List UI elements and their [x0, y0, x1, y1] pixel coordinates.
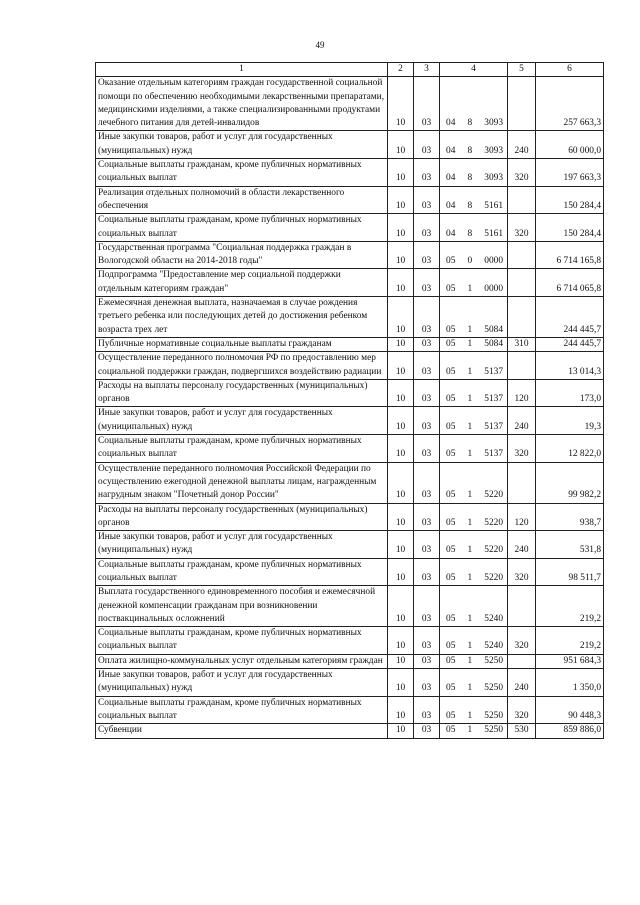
target-article-code [440, 337, 508, 351]
target-article-code [440, 269, 508, 297]
table-row [96, 627, 604, 655]
expense-type-code [508, 241, 536, 269]
section-code: 10 [388, 379, 414, 407]
subsection-code: 03 [414, 531, 440, 559]
expense-name: Социальные выплаты гражданам, кроме публичных нормативных социальных выплат [96, 696, 388, 724]
program-code: 05 [446, 490, 456, 501]
target-article-code [440, 696, 508, 724]
expense-type-code: 240 [508, 407, 536, 435]
target-article-code [440, 131, 508, 159]
subsection-code: 03 [414, 696, 440, 724]
direction-code: 3093 [484, 145, 503, 156]
subprogram-code: 1 [467, 725, 473, 736]
table-body [96, 77, 604, 738]
program-code: 05 [446, 366, 456, 377]
amount: 173,0 [536, 379, 604, 407]
amount: 938,7 [536, 503, 604, 531]
direction-code: 0000 [484, 256, 503, 267]
expense-type-code [508, 186, 536, 214]
target-article-code [440, 558, 508, 586]
table-row [96, 269, 604, 297]
subsection-code: 03 [414, 352, 440, 380]
table-row [96, 669, 604, 697]
amount: 197 663,3 [536, 159, 604, 187]
subprogram-code: 8 [467, 200, 473, 211]
direction-code: 5250 [484, 725, 503, 736]
subprogram-code: 1 [467, 394, 473, 405]
subprogram-code: 1 [467, 683, 473, 694]
expense-type-code: 310 [508, 337, 536, 351]
section-code: 10 [388, 186, 414, 214]
expense-name: Реализация отдельных полномочий в области лекарственного обеспечения [96, 186, 388, 214]
amount: 13 014,3 [536, 352, 604, 380]
program-code: 05 [446, 338, 456, 349]
subsection-code: 03 [414, 379, 440, 407]
program-code: 05 [446, 283, 456, 294]
program-code: 05 [446, 324, 456, 335]
section-code: 10 [388, 627, 414, 655]
program-code: 05 [446, 613, 456, 624]
amount: 219,2 [536, 586, 604, 627]
target-article-code [440, 214, 508, 242]
expense-name: Иные закупки товаров, работ и услуг для государственных (муниципальных) нужд [96, 407, 388, 435]
target-article-code [440, 407, 508, 435]
expense-name: Социальные выплаты гражданам, кроме публичных нормативных социальных выплат [96, 627, 388, 655]
column-header: 2 [388, 63, 414, 77]
expense-type-code [508, 297, 536, 338]
program-code: 04 [446, 118, 456, 129]
budget-table [95, 62, 604, 739]
subsection-code: 03 [414, 131, 440, 159]
amount: 1 350,0 [536, 669, 604, 697]
direction-code: 5250 [484, 710, 503, 721]
subsection-code: 03 [414, 724, 440, 738]
section-code: 10 [388, 586, 414, 627]
amount: 951 684,3 [536, 654, 604, 668]
section-code: 10 [388, 669, 414, 697]
expense-name: Ежемесячная денежная выплата, назначаемая в случае рождения третьего ребенка или последующих детей до достижения ребенком возраста трех лет [96, 297, 388, 338]
section-code: 10 [388, 214, 414, 242]
expense-name: Расходы на выплаты персоналу государственных (муниципальных) органов [96, 503, 388, 531]
direction-code: 3093 [484, 118, 503, 129]
target-article-code [440, 241, 508, 269]
target-article-code [440, 435, 508, 463]
expense-name: Государственная программа "Социальная поддержка граждан в Вологодской области на 2014-2018 годы" [96, 241, 388, 269]
direction-code: 5084 [484, 338, 503, 349]
direction-code: 5220 [484, 572, 503, 583]
direction-code: 3093 [484, 173, 503, 184]
target-article-code [440, 724, 508, 738]
subprogram-code: 1 [467, 545, 473, 556]
subsection-code: 03 [414, 627, 440, 655]
amount: 6 714 165,8 [536, 241, 604, 269]
program-code: 04 [446, 228, 456, 239]
section-code: 10 [388, 407, 414, 435]
target-article-code [440, 669, 508, 697]
section-code: 10 [388, 159, 414, 187]
expense-name: Социальные выплаты гражданам, кроме публичных нормативных социальных выплат [96, 214, 388, 242]
program-code: 05 [446, 256, 456, 267]
expense-name: Социальные выплаты гражданам, кроме публичных нормативных социальных выплат [96, 435, 388, 463]
column-header: 4 [440, 63, 508, 77]
table-row [96, 503, 604, 531]
subsection-code: 03 [414, 186, 440, 214]
expense-name: Иные закупки товаров, работ и услуг для государственных (муниципальных) нужд [96, 131, 388, 159]
subsection-code: 03 [414, 241, 440, 269]
subprogram-code: 1 [467, 490, 473, 501]
subsection-code: 03 [414, 669, 440, 697]
expense-type-code: 120 [508, 503, 536, 531]
subsection-code: 03 [414, 269, 440, 297]
direction-code: 5220 [484, 490, 503, 501]
program-code: 05 [446, 394, 456, 405]
program-code: 05 [446, 683, 456, 694]
subsection-code: 03 [414, 407, 440, 435]
table-row [96, 586, 604, 627]
direction-code: 5137 [484, 421, 503, 432]
direction-code: 5240 [484, 641, 503, 652]
table-row [96, 214, 604, 242]
direction-code: 5240 [484, 613, 503, 624]
subprogram-code: 1 [467, 641, 473, 652]
expense-type-code: 120 [508, 379, 536, 407]
amount: 60 000,0 [536, 131, 604, 159]
program-code: 05 [446, 572, 456, 583]
column-header: 6 [536, 63, 604, 77]
subsection-code: 03 [414, 337, 440, 351]
table-row [96, 297, 604, 338]
subprogram-code: 1 [467, 572, 473, 583]
direction-code: 5084 [484, 324, 503, 335]
subprogram-code: 1 [467, 655, 473, 666]
subprogram-code: 1 [467, 338, 473, 349]
table-row [96, 379, 604, 407]
section-code: 10 [388, 337, 414, 351]
amount: 257 663,3 [536, 77, 604, 131]
expense-type-code [508, 352, 536, 380]
subprogram-code: 8 [467, 145, 473, 156]
direction-code: 5137 [484, 366, 503, 377]
subprogram-code: 8 [467, 118, 473, 129]
expense-name: Оказание отдельным категориям граждан государственной социальной помощи по обеспечению необходимыми лекарственными препаратами, медицинскими изделиями, а также специализированными продуктами лечебного питания для детей-инвалидов [96, 77, 388, 131]
section-code: 10 [388, 654, 414, 668]
table-row [96, 159, 604, 187]
section-code: 10 [388, 531, 414, 559]
program-code: 04 [446, 200, 456, 211]
target-article-code [440, 186, 508, 214]
subsection-code: 03 [414, 654, 440, 668]
expense-type-code [508, 462, 536, 503]
section-code: 10 [388, 241, 414, 269]
subsection-code: 03 [414, 558, 440, 586]
expense-type-code: 320 [508, 214, 536, 242]
table-row [96, 462, 604, 503]
program-code: 05 [446, 655, 456, 666]
expense-type-code: 240 [508, 131, 536, 159]
amount: 98 511,7 [536, 558, 604, 586]
program-code: 04 [446, 145, 456, 156]
table-header [96, 63, 604, 77]
target-article-code [440, 531, 508, 559]
amount: 12 822,0 [536, 435, 604, 463]
subsection-code: 03 [414, 435, 440, 463]
section-code: 10 [388, 558, 414, 586]
section-code: 10 [388, 131, 414, 159]
subprogram-code: 1 [467, 421, 473, 432]
table-row [96, 435, 604, 463]
direction-code: 5250 [484, 683, 503, 694]
section-code: 10 [388, 352, 414, 380]
table-row [96, 531, 604, 559]
expense-type-code: 320 [508, 159, 536, 187]
subprogram-code: 1 [467, 324, 473, 335]
amount: 150 284,4 [536, 186, 604, 214]
subsection-code: 03 [414, 214, 440, 242]
table-row [96, 131, 604, 159]
section-code: 10 [388, 269, 414, 297]
subprogram-code: 1 [467, 613, 473, 624]
expense-name: Оплата жилищно-коммунальных услуг отдельным категориям граждан [96, 654, 388, 668]
expense-name: Расходы на выплаты персоналу государственных (муниципальных) органов [96, 379, 388, 407]
program-code: 05 [446, 641, 456, 652]
table-row [96, 186, 604, 214]
expense-type-code: 320 [508, 435, 536, 463]
section-code: 10 [388, 297, 414, 338]
subsection-code: 03 [414, 77, 440, 131]
target-article-code [440, 586, 508, 627]
section-code: 10 [388, 462, 414, 503]
subprogram-code: 1 [467, 283, 473, 294]
section-code: 10 [388, 724, 414, 738]
table-row [96, 696, 604, 724]
expense-name: Осуществление переданного полномочия РФ по предоставлению мер социальной поддержки граждан, подвергшихся воздействию радиации [96, 352, 388, 380]
amount: 244 445,7 [536, 337, 604, 351]
expense-name: Иные закупки товаров, работ и услуг для государственных (муниципальных) нужд [96, 669, 388, 697]
program-code: 04 [446, 173, 456, 184]
column-header: 5 [508, 63, 536, 77]
table-row [96, 352, 604, 380]
direction-code: 5137 [484, 394, 503, 405]
expense-type-code: 320 [508, 696, 536, 724]
target-article-code [440, 77, 508, 131]
table-row [96, 407, 604, 435]
table-row [96, 558, 604, 586]
expense-name: Публичные нормативные социальные выплаты гражданам [96, 337, 388, 351]
target-article-code [440, 379, 508, 407]
expense-type-code: 240 [508, 531, 536, 559]
expense-type-code [508, 586, 536, 627]
expense-name: Субвенции [96, 724, 388, 738]
amount: 531,8 [536, 531, 604, 559]
column-header: 3 [414, 63, 440, 77]
table-row [96, 724, 604, 738]
page-number: 49 [315, 40, 325, 50]
expense-type-code: 320 [508, 627, 536, 655]
direction-code: 5250 [484, 655, 503, 666]
expense-type-code [508, 77, 536, 131]
program-code: 05 [446, 725, 456, 736]
amount: 99 982,2 [536, 462, 604, 503]
subprogram-code: 1 [467, 449, 473, 460]
subprogram-code: 8 [467, 173, 473, 184]
expense-type-code: 320 [508, 558, 536, 586]
program-code: 05 [446, 449, 456, 460]
amount: 19,3 [536, 407, 604, 435]
amount: 244 445,7 [536, 297, 604, 338]
amount: 150 284,4 [536, 214, 604, 242]
subsection-code: 03 [414, 159, 440, 187]
table-row [96, 654, 604, 668]
subprogram-code: 1 [467, 366, 473, 377]
column-header: 1 [96, 63, 388, 77]
expense-name: Иные закупки товаров, работ и услуг для государственных (муниципальных) нужд [96, 531, 388, 559]
direction-code: 0000 [484, 283, 503, 294]
subsection-code: 03 [414, 586, 440, 627]
expense-type-code [508, 269, 536, 297]
target-article-code [440, 159, 508, 187]
target-article-code [440, 627, 508, 655]
table-row [96, 241, 604, 269]
subprogram-code: 1 [467, 517, 473, 528]
expense-name: Социальные выплаты гражданам, кроме публичных нормативных социальных выплат [96, 159, 388, 187]
expense-type-code [508, 654, 536, 668]
program-code: 05 [446, 517, 456, 528]
subprogram-code: 0 [467, 256, 473, 267]
subsection-code: 03 [414, 503, 440, 531]
direction-code: 5220 [484, 517, 503, 528]
expense-name: Социальные выплаты гражданам, кроме публичных нормативных социальных выплат [96, 558, 388, 586]
expense-type-code: 530 [508, 724, 536, 738]
target-article-code [440, 503, 508, 531]
target-article-code [440, 462, 508, 503]
amount: 859 886,0 [536, 724, 604, 738]
subsection-code: 03 [414, 462, 440, 503]
subprogram-code: 1 [467, 710, 473, 721]
section-code: 10 [388, 435, 414, 463]
amount: 90 448,3 [536, 696, 604, 724]
section-code: 10 [388, 77, 414, 131]
direction-code: 5220 [484, 545, 503, 556]
section-code: 10 [388, 696, 414, 724]
subprogram-code: 8 [467, 228, 473, 239]
expense-name: Подпрограмма "Предоставление мер социальной поддержки отдельным категориям граждан" [96, 269, 388, 297]
amount: 219,2 [536, 627, 604, 655]
direction-code: 5161 [484, 228, 503, 239]
table-row [96, 337, 604, 351]
program-code: 05 [446, 545, 456, 556]
direction-code: 5161 [484, 200, 503, 211]
program-code: 05 [446, 710, 456, 721]
subsection-code: 03 [414, 297, 440, 338]
direction-code: 5137 [484, 449, 503, 460]
expense-name: Осуществление переданного полномочия Российской Федерации по осуществлению ежегодной денежной выплаты лицам, награжденным нагрудным знаком "Почетный донор России" [96, 462, 388, 503]
table-row [96, 77, 604, 131]
target-article-code [440, 352, 508, 380]
program-code: 05 [446, 421, 456, 432]
section-code: 10 [388, 503, 414, 531]
target-article-code [440, 654, 508, 668]
amount: 6 714 065,8 [536, 269, 604, 297]
expense-type-code: 240 [508, 669, 536, 697]
target-article-code [440, 297, 508, 338]
expense-name: Выплата государственного единовременного пособия и ежемесячной денежной компенсации гражданам при возникновении поствакцинальных осложнений [96, 586, 388, 627]
